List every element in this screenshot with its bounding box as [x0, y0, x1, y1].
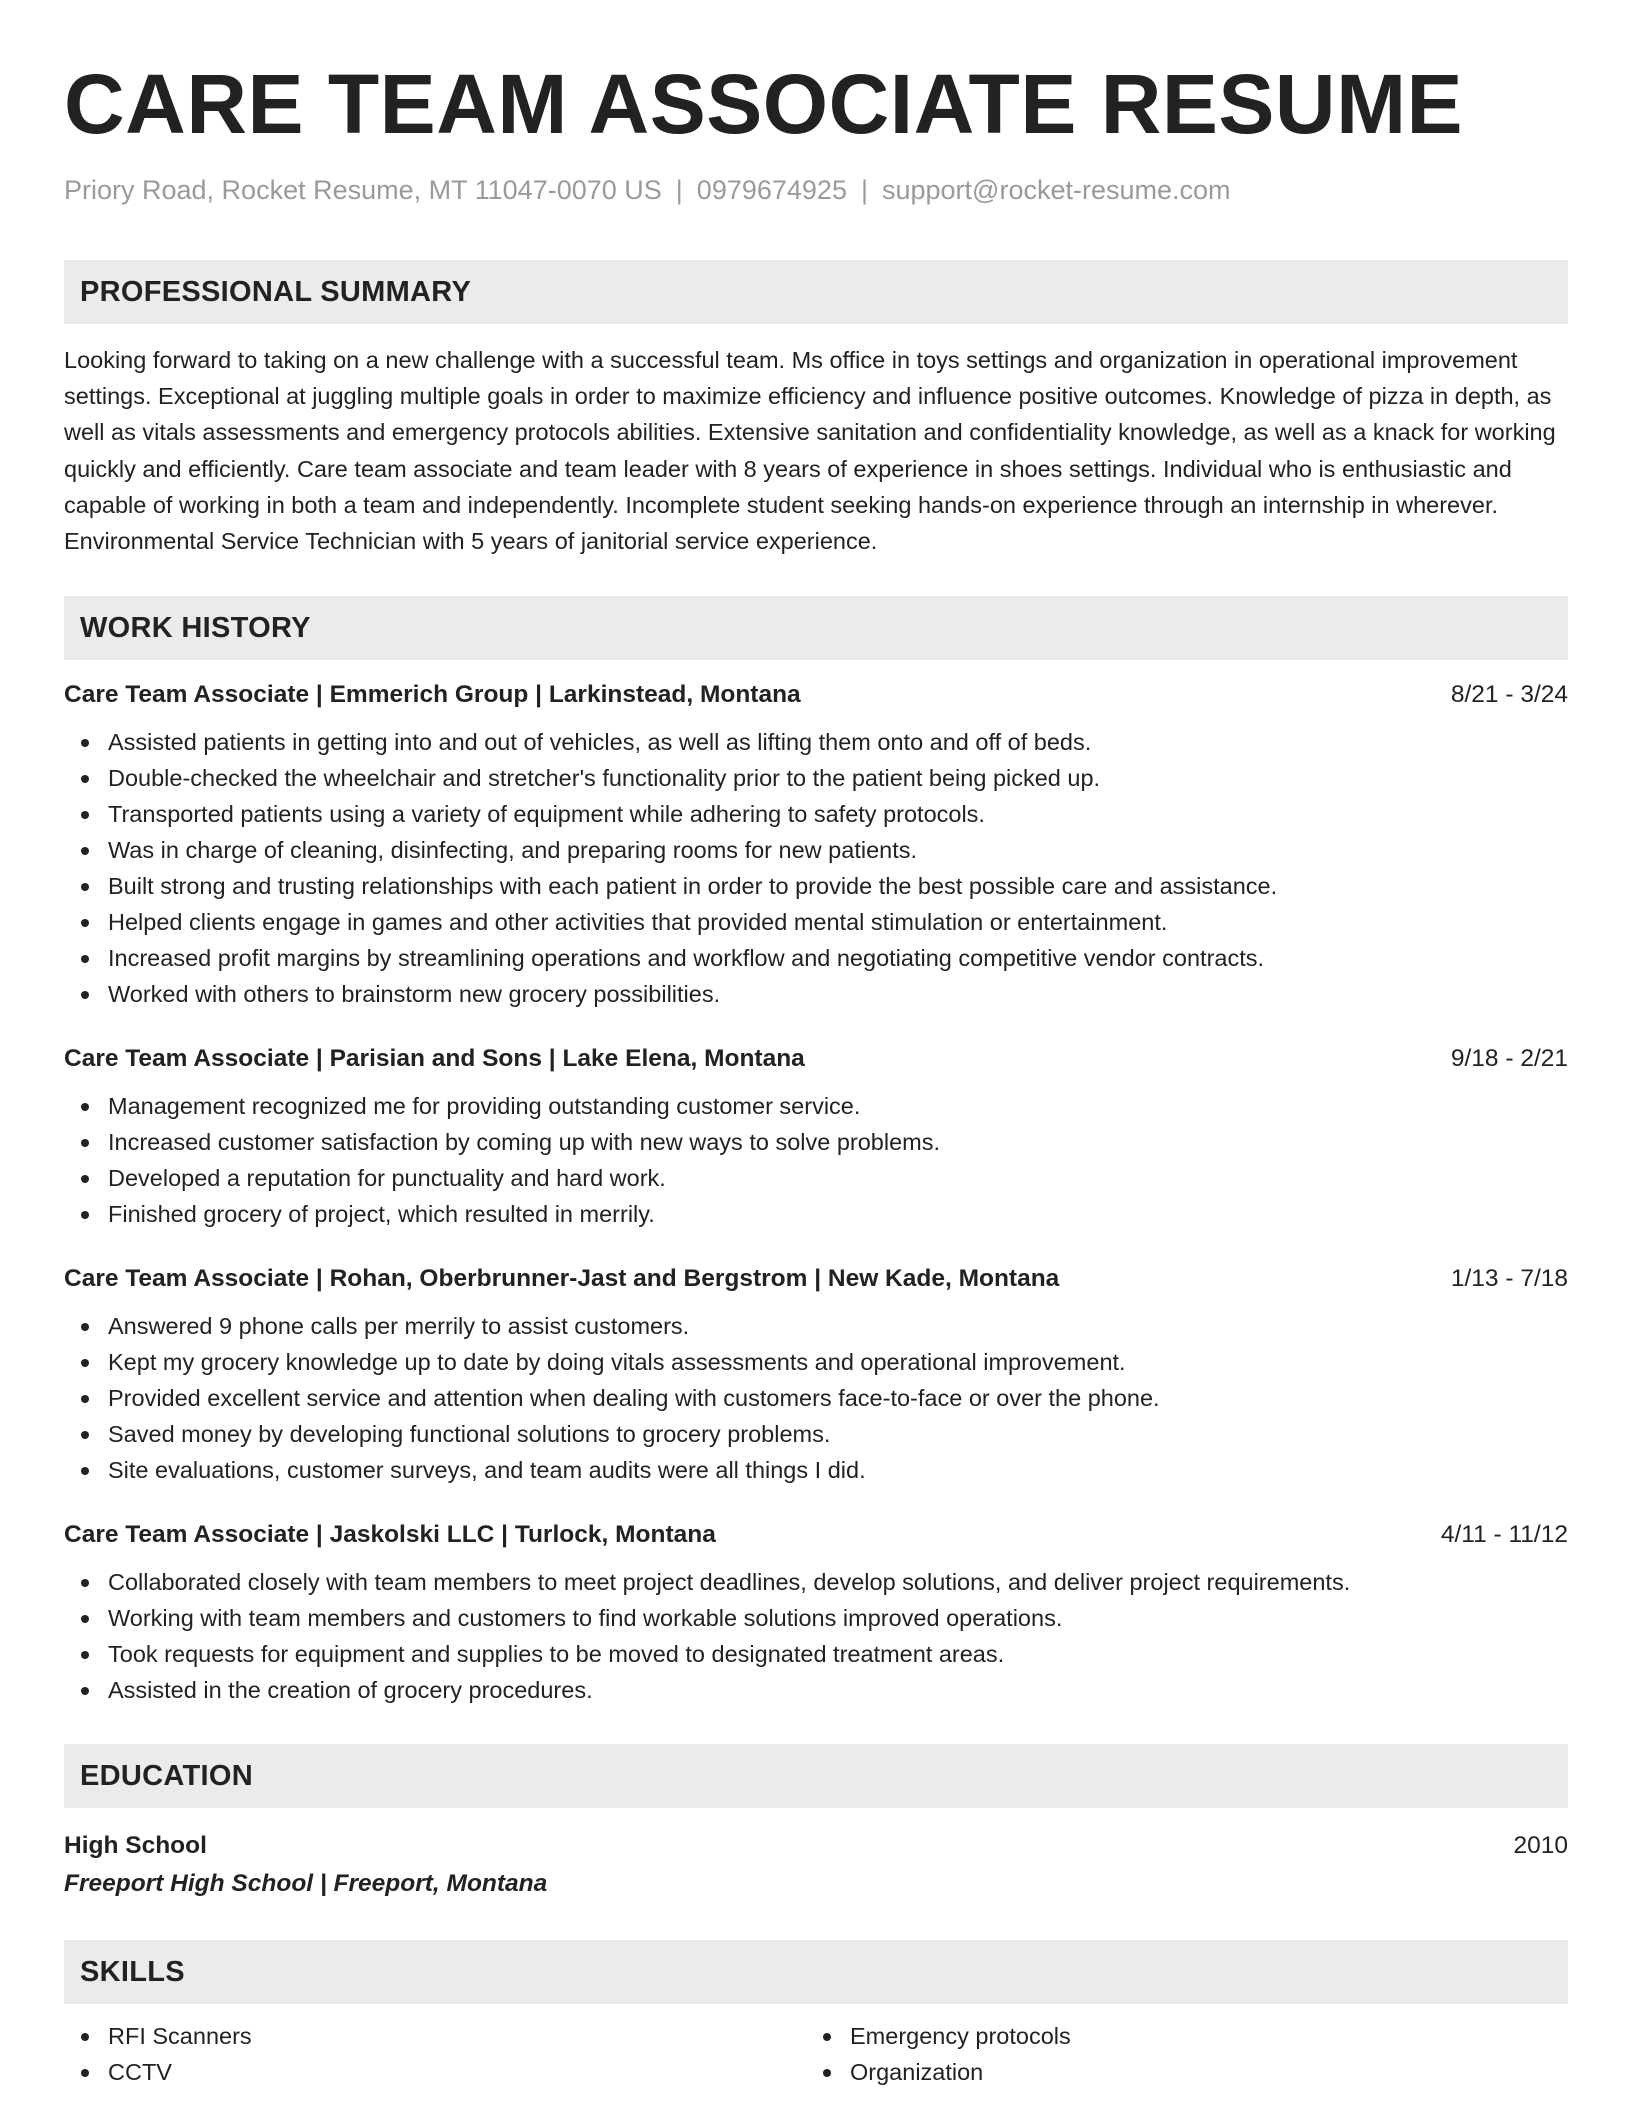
job-bullet-text: Took requests for equipment and supplies to be moved to designated treatment areas.: [108, 1641, 1005, 1668]
contact-separator: |: [675, 175, 683, 205]
skills-bullets: [64, 2018, 806, 2090]
job-bullet-text: Working with team members and customers to find workable solutions improved operations.: [108, 1605, 1063, 1632]
bullet-dot-icon: [81, 1103, 89, 1111]
job-bullet: [64, 1452, 1568, 1488]
job-bullet: [64, 940, 1568, 976]
section-header-work-history: WORK HISTORY: [64, 596, 1568, 660]
bullet-dot-icon: [81, 1359, 89, 1367]
bullet-dot-icon: [823, 2033, 831, 2041]
job-bullet-text: Increased customer satisfaction by coming up with new ways to solve problems.: [108, 1129, 941, 1156]
contact-separator: |: [860, 175, 868, 205]
job-dates: 4/11 - 11/12: [1440, 1521, 1568, 1549]
job-bullet-text: Finished grocery of project, which resulted in merrily.: [108, 1201, 655, 1228]
job-bullets: [64, 1308, 1568, 1488]
contact-address: Priory Road, Rocket Resume, MT 11047-0070 US: [64, 175, 662, 205]
job-dates: 8/21 - 3/24: [1450, 681, 1568, 709]
section-header-education: EDUCATION: [64, 1744, 1568, 1808]
bullet-dot-icon: [81, 955, 89, 963]
bullet-dot-icon: [81, 811, 89, 819]
skill-text: RFI Scanners: [108, 2023, 252, 2050]
skill-item: [806, 2018, 1548, 2054]
job-bullet: [64, 868, 1568, 904]
skill-item: [64, 2018, 806, 2054]
skill-text: Organization: [850, 2059, 984, 2086]
job-bullet: [64, 1308, 1568, 1344]
job-header: [64, 1518, 1568, 1552]
job-bullet-text: Assisted patients in getting into and out of vehicles, as well as lifting them onto and off of beds.: [108, 729, 1092, 756]
job-bullet-text: Collaborated closely with team members to meet project deadlines, develop solutions, and deliver project requirements.: [108, 1569, 1351, 1596]
job-header: [64, 1262, 1568, 1296]
skill-item: [806, 2054, 1548, 2090]
bullet-dot-icon: [823, 2069, 831, 2077]
skill-item: [64, 2054, 806, 2090]
job-bullet: [64, 904, 1568, 940]
job-title: Care Team Associate | Emmerich Group | Larkinstead, Montana: [64, 681, 801, 709]
skills-bullets: [806, 2018, 1548, 2090]
section-header-summary: PROFESSIONAL SUMMARY: [64, 260, 1568, 324]
skill-text: CCTV: [108, 2059, 172, 2086]
bullet-dot-icon: [81, 2069, 89, 2077]
job-bullet: [64, 832, 1568, 868]
job-dates: 1/13 - 7/18: [1450, 1265, 1568, 1293]
education-year: 2010: [1513, 1832, 1568, 1860]
job-bullet-text: Was in charge of cleaning, disinfecting, and preparing rooms for new patients.: [108, 837, 918, 864]
job-bullets: [64, 724, 1568, 1012]
job-bullet: [64, 1124, 1568, 1160]
bullet-dot-icon: [81, 1139, 89, 1147]
education-entry: [64, 1828, 1568, 1864]
bullet-dot-icon: [81, 1395, 89, 1403]
job-bullet-text: Answered 9 phone calls per merrily to assist customers.: [108, 1313, 690, 1340]
section-header-skills: SKILLS: [64, 1940, 1568, 2004]
contact-phone: 0979674925: [696, 175, 847, 205]
job-bullet-text: Double-checked the wheelchair and stretcher's functionality prior to the patient being picked up.: [108, 765, 1101, 792]
job-bullet-text: Assisted in the creation of grocery procedures.: [108, 1677, 593, 1704]
job-bullet-text: Built strong and trusting relationships with each patient in order to provide the best possible care and assistance.: [108, 873, 1278, 900]
job-bullet: [64, 1564, 1568, 1600]
job-title: Care Team Associate | Parisian and Sons | Lake Elena, Montana: [64, 1045, 805, 1073]
bullet-dot-icon: [81, 2033, 89, 2041]
bullet-dot-icon: [81, 1615, 89, 1623]
job-bullet-text: Increased profit margins by streamlining operations and workflow and negotiating competitive vendor contracts.: [108, 945, 1265, 972]
skills-column-left: [64, 2018, 806, 2090]
job-bullet-text: Management recognized me for providing outstanding customer service.: [108, 1093, 861, 1120]
job-bullet-text: Helped clients engage in games and other activities that provided mental stimulation or entertainment.: [108, 909, 1168, 936]
job-title: Care Team Associate | Jaskolski LLC | Turlock, Montana: [64, 1521, 716, 1549]
job-bullet: [64, 976, 1568, 1012]
job-bullet-text: Worked with others to brainstorm new grocery possibilities.: [108, 981, 721, 1008]
job-bullet: [64, 1196, 1568, 1232]
contact-email: support@rocket-resume.com: [881, 175, 1231, 205]
job-bullets: [64, 1564, 1568, 1708]
skill-text: Emergency protocols: [850, 2023, 1071, 2050]
summary-text: Looking forward to taking on a new challenge with a successful team. Ms office in toys settings and organization in operational improvement settings. Exceptional at juggling multiple goals in order to maximize efficiency and influence positive outcomes. Knowledge of pizza in depth, as well as vitals assessments and emergency protocols abilities. Extensive sanitation and confidentiality knowledge, as well as a knack for working quickly and efficiently. Care team associate and team leader with 8 years of experience in shoes settings. Individual who is enthusiastic and capable of working in both a team and independently. Incomplete student seeking hands-on experience through an internship in wherever. Environmental Service Technician with 5 years of janitorial service experience.: [64, 347, 1556, 555]
job-bullet-text: Developed a reputation for punctuality and hard work.: [108, 1165, 666, 1192]
job-title: Care Team Associate | Rohan, Oberbrunner-Jast and Bergstrom | New Kade, Montana: [64, 1265, 1060, 1293]
job-bullet-text: Kept my grocery knowledge up to date by doing vitals assessments and operational improvement.: [108, 1349, 1126, 1376]
job-bullet: [64, 1416, 1568, 1452]
job-bullet: [64, 1672, 1568, 1708]
bullet-dot-icon: [81, 1651, 89, 1659]
bullet-dot-icon: [81, 847, 89, 855]
job-bullet: [64, 760, 1568, 796]
skills-list: [64, 2018, 1568, 2090]
contact-line: [64, 172, 1568, 208]
job-header: [64, 678, 1568, 712]
bullet-dot-icon: [81, 1687, 89, 1695]
bullet-dot-icon: [81, 1175, 89, 1183]
job-bullet-text: Provided excellent service and attention when dealing with customers face-to-face or over the phone.: [108, 1385, 1160, 1412]
job-entry: [64, 1518, 1568, 1708]
resume-title: CARE TEAM ASSOCIATE RESUME: [64, 57, 1464, 151]
job-bullet: [64, 1600, 1568, 1636]
job-bullet: [64, 1160, 1568, 1196]
job-bullet: [64, 796, 1568, 832]
bullet-dot-icon: [81, 1323, 89, 1331]
bullet-dot-icon: [81, 991, 89, 999]
bullet-dot-icon: [81, 919, 89, 927]
job-bullet: [64, 1380, 1568, 1416]
job-bullet-text: Site evaluations, customer surveys, and team audits were all things I did.: [108, 1457, 866, 1484]
job-entry: [64, 678, 1568, 1012]
job-dates: 9/18 - 2/21: [1450, 1045, 1568, 1073]
job-header: [64, 1042, 1568, 1076]
job-bullet: [64, 724, 1568, 760]
job-entry: [64, 1042, 1568, 1232]
job-bullet-text: Saved money by developing functional solutions to grocery problems.: [108, 1421, 831, 1448]
job-bullets: [64, 1088, 1568, 1232]
bullet-dot-icon: [81, 775, 89, 783]
education-school: Freeport High School | Freeport, Montana: [64, 1870, 548, 1898]
skills-column-right: [806, 2018, 1548, 2090]
bullet-dot-icon: [81, 1211, 89, 1219]
job-entry: [64, 1262, 1568, 1488]
bullet-dot-icon: [81, 739, 89, 747]
job-bullet-text: Transported patients using a variety of equipment while adhering to safety protocols.: [108, 801, 985, 828]
job-bullet: [64, 1344, 1568, 1380]
job-bullet: [64, 1636, 1568, 1672]
bullet-dot-icon: [81, 1467, 89, 1475]
education-degree: High School: [64, 1832, 207, 1860]
bullet-dot-icon: [81, 883, 89, 891]
bullet-dot-icon: [81, 1579, 89, 1587]
resume-page: [64, 52, 1568, 2090]
job-bullet: [64, 1088, 1568, 1124]
bullet-dot-icon: [81, 1431, 89, 1439]
